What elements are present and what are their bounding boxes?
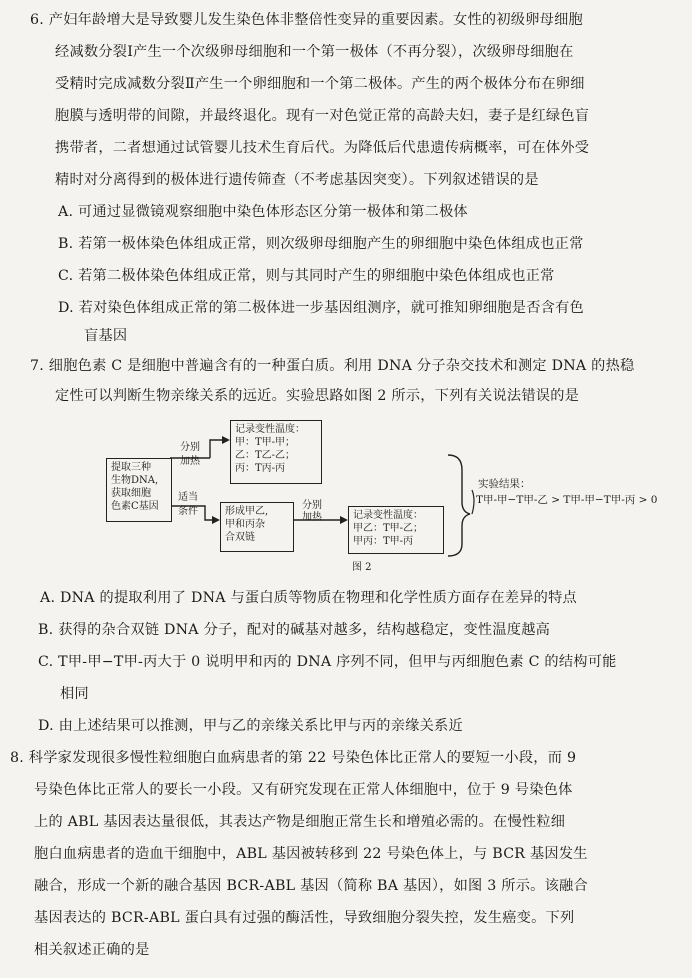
q6-line-3: 受精时完成减数分裂Ⅱ产生一个卵细胞和一个第二极体。产生的两个极体分布在卵细 <box>55 76 585 92</box>
q7-line-1: 7. 细胞色素 C 是细胞中普遍含有的一种蛋白质。利用 DNA 分子杂交技术和测定 DNA 的热稳 <box>30 358 635 374</box>
arrow-heat-label-2: 加热 <box>180 456 200 467</box>
arrow-cond-label-1: 适当 <box>178 492 198 503</box>
box-extract-line-3: 获取细胞 <box>111 488 151 499</box>
result-title: 实验结果： <box>478 478 531 490</box>
q7-option-c-cont: 相同 <box>60 686 89 702</box>
q7-option-b: B. 获得的杂合双链 DNA 分子，配对的碱基对越多，结构越稳定，变性温度越高 <box>38 622 551 638</box>
hybrid-line-3: 合双链 <box>225 532 255 543</box>
figure-box-record-bottom <box>348 506 444 554</box>
q8-line-1: 8. 科学家发现很多慢性粒细胞白血病患者的第 22 号染色体比正常人的要短一小段，而 9 <box>10 750 577 766</box>
record-top-line-4: 丙：T丙-丙 <box>235 463 286 474</box>
arrow-cond-label-2: 条件 <box>178 506 198 517</box>
q8-line-2: 号染色体比正常人的要长一小段。又有研究发现在正常人体细胞中，位于 9 号染色体 <box>34 782 573 798</box>
record-top-line-3: 乙：T乙-乙； <box>235 450 296 461</box>
hybrid-line-2: 甲和丙杂 <box>225 519 265 530</box>
result-formula: T甲-甲−T甲-乙 > T甲-甲−T甲-丙 > 0 <box>476 494 658 506</box>
q7-line-2: 定性可以判断生物亲缘关系的远近。实验思路如图 2 所示，下列有关说法错误的是 <box>55 388 580 404</box>
q6-option-b: B. 若第一极体染色体组成正常，则次级卵母细胞产生的卵细胞中染色体组成也正常 <box>58 236 584 252</box>
record-bottom-line-1: 记录变性温度： <box>353 510 423 521</box>
q6-line-5: 携带者，二者想通过试管婴儿技术生育后代。为降低后代患遗传病概率，可在体外受 <box>55 140 590 156</box>
q6-option-c: C. 若第二极体染色体组成正常，则与其同时产生的卵细胞中染色体组成也正常 <box>58 268 555 284</box>
arrow-heat2-label-2: 加热 <box>302 512 322 523</box>
q6-line-4: 胞膜与透明带的间隙，并最终退化。现有一对色觉正常的高龄夫妇，妻子是红绿色盲 <box>55 108 590 124</box>
box-extract-line-1: 提取三种 <box>111 462 151 473</box>
q6-option-d-cont: 盲基因 <box>84 328 128 344</box>
q8-line-6: 基因表达的 BCR-ABL 蛋白具有过强的酶活性，导致细胞分裂失控，发生癌变。下列 <box>34 910 575 926</box>
hybrid-line-1: 形成甲乙, <box>225 506 269 517</box>
box-extract-line-2: 生物DNA, <box>111 475 159 486</box>
q8-line-4: 胞白血病患者的造血干细胞中，ABL 基因被转移到 22 号染色体上，与 BCR 基因发生 <box>34 846 588 862</box>
figure-box-record-top <box>230 420 322 484</box>
figure-box-hybrid <box>220 502 294 552</box>
record-bottom-line-3: 甲丙：T甲-丙 <box>353 536 414 547</box>
q6-line-6: 精时对分离得到的极体进行遗传筛查（不考虑基因突变）。下列叙述错误的是 <box>55 172 539 188</box>
q6-option-d: D. 若对染色体组成正常的第二极体进一步基因组测序，就可推知卵细胞是否含有色 <box>58 300 584 316</box>
q6-line-2: 经减数分裂Ⅰ产生一个次级卵母细胞和一个第一极体（不再分裂），次级卵母细胞在 <box>55 44 574 60</box>
record-bottom-line-2: 甲乙：T甲-乙； <box>353 523 424 534</box>
q7-option-a: A. DNA 的提取利用了 DNA 与蛋白质等物质在物理和化学性质方面存在差异的特点 <box>40 590 577 606</box>
arrow-heat-label-1: 分别 <box>180 442 200 453</box>
record-top-line-1: 记录变性温度： <box>235 424 305 435</box>
box-extract-line-4: 色素C基因 <box>111 501 159 512</box>
q6-option-a: A. 可通过显微镜观察细胞中染色体形态区分第一极体和第二极体 <box>58 204 468 220</box>
q8-line-7: 相关叙述正确的是 <box>34 942 150 958</box>
q6-line-1: 6. 产妇年龄增大是导致婴儿发生染色体非整倍性变异的重要因素。女性的初级卵母细胞 <box>30 12 583 28</box>
q8-line-5: 融合，形成一个新的融合基因 BCR-ABL 基因（简称 BA 基因），如图 3 所示。该融合 <box>34 878 588 894</box>
figure-box-extract <box>106 458 172 522</box>
record-top-line-2: 甲：T甲-甲； <box>235 437 296 448</box>
q8-line-3: 上的 ABL 基因表达量很低，其表达产物是细胞正常生长和增殖必需的。在慢性粒细 <box>34 814 566 830</box>
q7-option-d: D. 由上述结果可以推测，甲与乙的亲缘关系比甲与丙的亲缘关系近 <box>38 718 463 734</box>
arrow-heat2-label-1: 分别 <box>302 500 322 511</box>
figure-caption: 图 2 <box>352 562 372 573</box>
q7-option-c: C. T甲-甲−T甲-丙大于 0 说明甲和丙的 DNA 序列不同，但甲与丙细胞色素 C 的结构可能 <box>38 654 617 670</box>
